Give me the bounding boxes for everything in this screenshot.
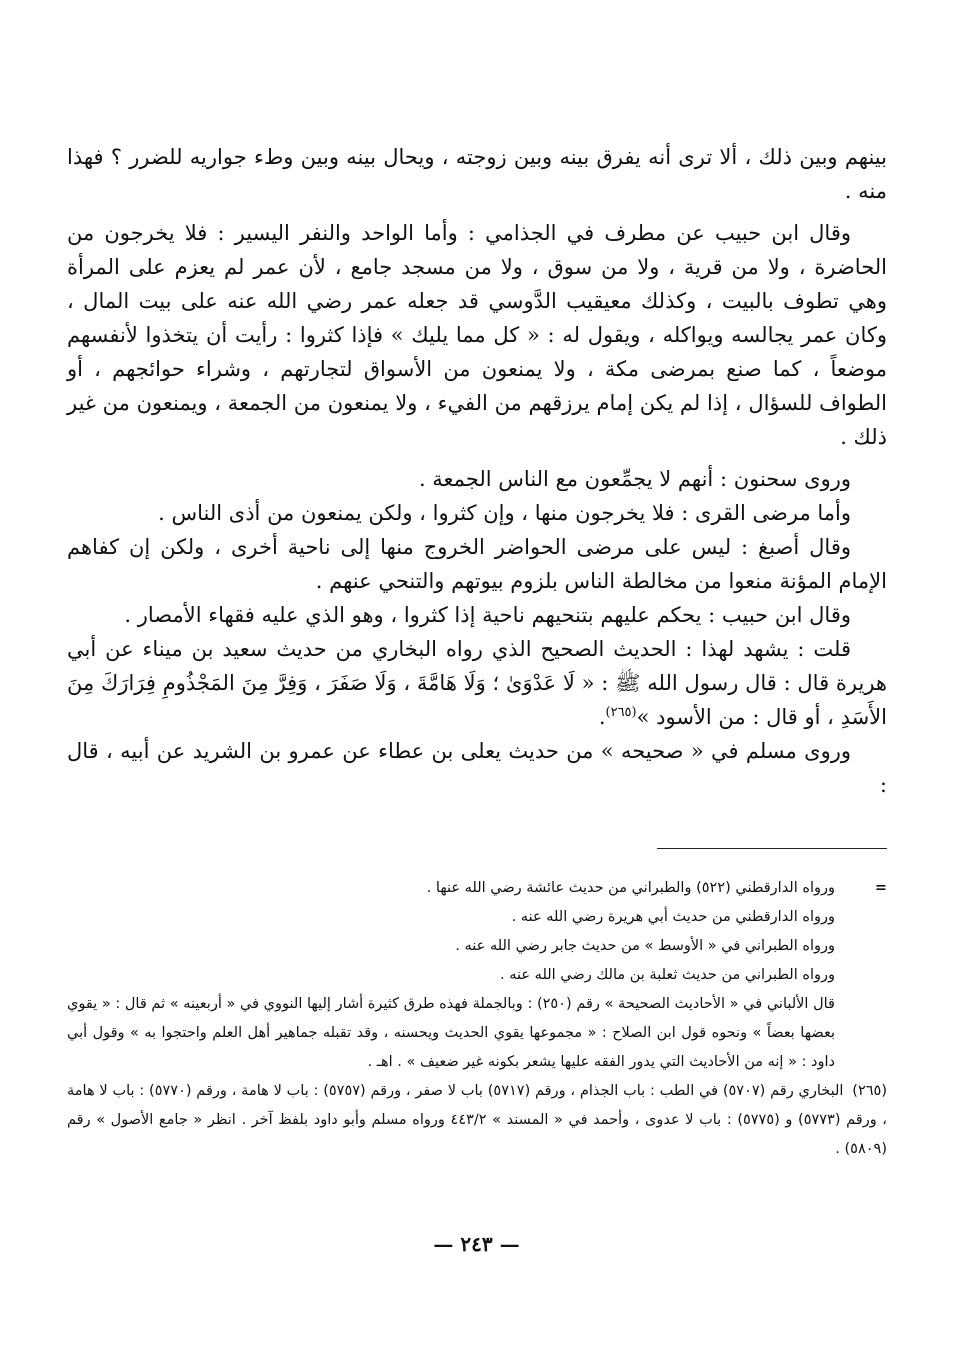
footnote-line: ورواه الطبراني في « الأوسط » من حديث جابر رضي الله عنه . — [455, 938, 835, 954]
paragraph: بينهم وبين ذلك ، ألا ترى أنه يفرق بينه وبين زوجته ، ويحال بينه وبين وطء جواريه للضرر ؟ فهذا منه . — [67, 145, 887, 203]
footnote-divider — [657, 848, 887, 849]
footnote-line: ورواه الدارقطني من حديث أبي هريرة رضي الله عنه . — [511, 909, 835, 925]
footnote-number: (٢٦٥) — [852, 1083, 887, 1099]
footnote-line: ورواه الدارقطني (٥٢٢) والطبراني من حديث عائشة رضي الله عنها . — [426, 880, 835, 896]
footnote-line: ورواه الطبراني من حديث ثعلبة بن مالك رضي الله عنه . — [500, 967, 835, 983]
paragraph: وأما مرضى القرى : فلا يخرجون منها ، وإن كثروا ، ولكن يمنعون من أذى الناس . — [158, 501, 851, 525]
paragraph: وروى سحنون : أنهم لا يجمِّعون مع الناس الجمعة . — [418, 467, 851, 491]
page-number: — ٢٤٣ — — [433, 1232, 520, 1256]
paragraph: وقال ابن حبيب : يحكم عليهم بتنحيهم ناحية إذا كثروا ، وهو الذي عليه فقهاء الأمصار . — [124, 603, 851, 627]
footnote-265 — [67, 1077, 887, 1164]
continuation-mark: = — [874, 880, 887, 896]
paragraph: وقال أصبغ : ليس على مرضى الحواضر الخروج منها إلى ناحية أخرى ، ولكن إن كفاهم الإمام المؤنة منعوا من مخالطة الناس بلزوم بيوتهم والتنحي عنهم . — [67, 535, 887, 593]
paragraph-text: قلت : يشهد لهذا : الحديث الصحيح الذي رواه البخاري من حديث سعيد بن ميناء عن أبي هريرة قال : قال رسول الله ﷺ : « لَا عَدْوَىٰ ؛ وَلَا هَامَّةَ ، وَلَا صَفَرَ ، وَفِرَّ مِنَ المَجْذُومِ فِرَارَكَ مِنَ الأَسَدِ ، أو قال : من الأسود » — [67, 637, 887, 729]
paragraph: وقال ابن حبيب عن مطرف في الجذامي : وأما الواحد والنفر اليسير : فلا يخرجون من الحاضرة ، ولا من قرية ، ولا من سوق ، ولا من مسجد جامع ، لأن عمر لم يعزم على المرأة وهي تطوف بالبيت ، وكذلك معيقيب الدَّوسي قد جعله عمر رضي الله عنه على بيت المال ، وكان عمر يجالسه ويواكله ، ويقول له : « كل مما يليك » فإذا كثروا : رأيت أن يتخذوا لأنفسهم موضعاً ، كما صنع بمرضى مكة ، ولا يمنعون من الأسواق لتجارتهم ، وشراء حوائجهم ، أو الطواف للسؤال ، إذا لم يكن إمام يرزقهم من الفيء ، ولا يمنعون من الجمعة ، ويمنعون من غير ذلك . — [67, 221, 887, 449]
footnote-text: البخاري رقم (٥٧٠٧) في الطب : باب الجذام ، ورقم (٥٧١٧) باب لا صفر ، ورقم (٥٧٥٧) : باب لا هامة ، ورقم (٥٧٧٠) : باب لا هامة ، ورقم (٥٧٧٣) و (٥٧٧٥) : باب لا عدوى ، وأحمد في « المسند » ٤٤٣/٢ ورواه مسلم وأبو داود بلفظ آخر . انظر « جامع الأصول » رقم (٥٨٠٩) . — [67, 1083, 887, 1157]
footnote-line: قال الألباني في « الأحاديث الصحيحة » رقم (٢٥٠) : وبالجملة فهذه طرق كثيرة أشار إليها النووي في « أربعينه » ثم قال : « يقوي بعضها بعضاً » ونحوه قول ابن الصلاح : « مجموعها يقوي الحديث ويحسنه ، وقد تقبله جماهير أهل العلم واحتجوا به » وقول أبي داود : « إنه من الأحاديث التي يدور الفقه عليها يشعر بكونه غير ضعيف » . اهـ . — [67, 996, 835, 1070]
footnotes-section — [67, 874, 887, 1164]
footnote-reference: (٢٦٥) — [605, 705, 637, 720]
main-text — [67, 140, 887, 802]
hadith-paragraph: قلت : يشهد لهذا : الحديث الصحيح الذي رواه البخاري من حديث سعيد بن ميناء عن أبي هريرة قال : قال رسول الله ﷺ : « لَا عَدْوَىٰ ؛ وَلَا هَامَّةَ ، وَلَا صَفَرَ ، وَفِرَّ مِنَ المَجْذُومِ فِرَارَكَ مِنَ الأَسَدِ ، أو قال : من الأسود »$^{(٢٦٥)}$. — [67, 637, 887, 729]
footnote-continuation — [67, 874, 887, 1077]
paragraph: وروى مسلم في « صحيحه » من حديث يعلى بن عطاء عن عمرو بن الشريد عن أبيه ، قال : — [67, 739, 887, 797]
